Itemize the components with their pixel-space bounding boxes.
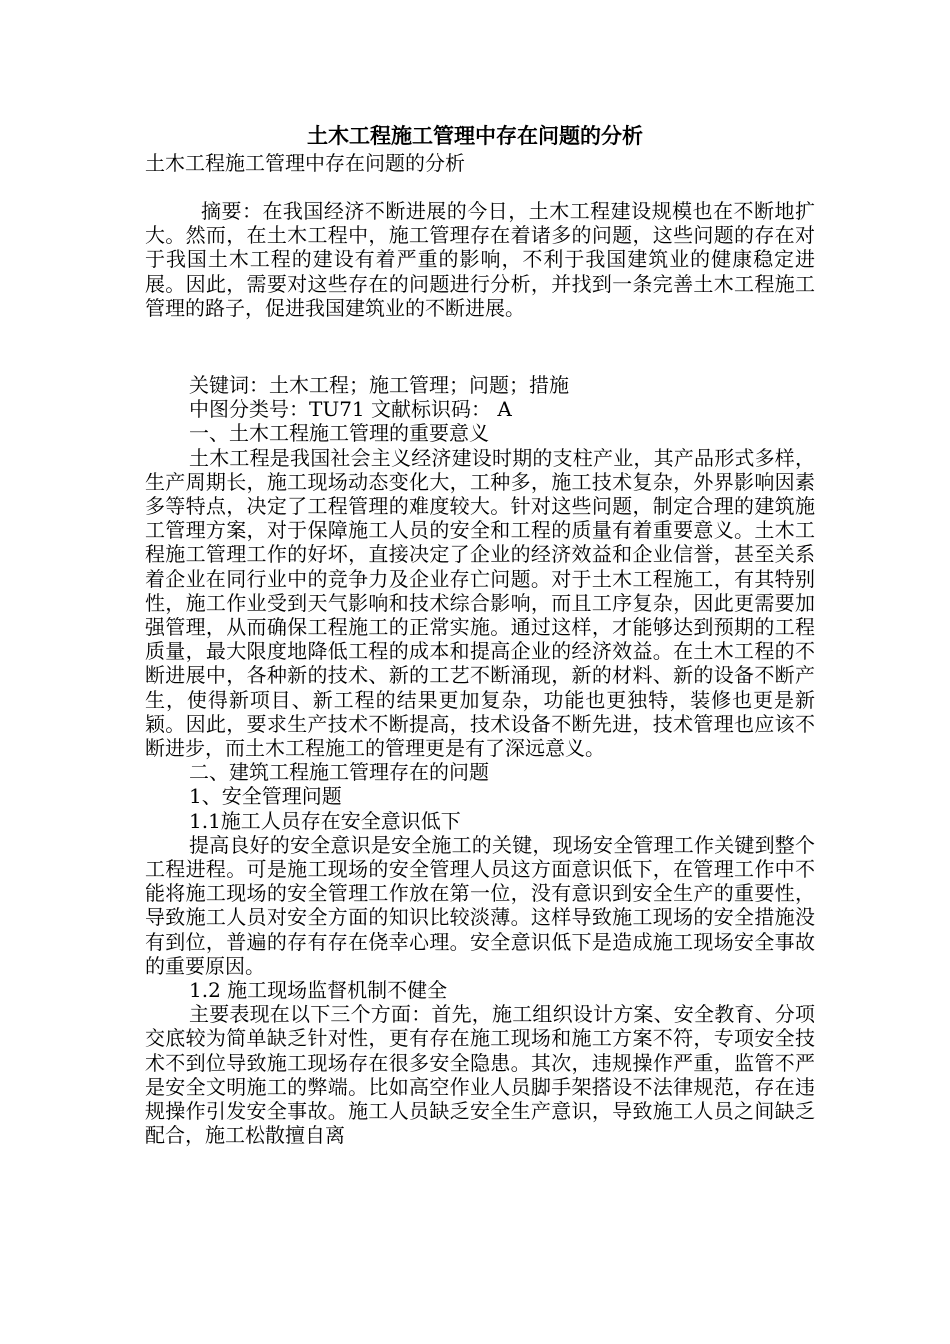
- subsection-heading-1: 1、安全管理问题: [189, 784, 342, 809]
- section-1-paragraph: 土木工程是我国社会主义经济建设时期的支柱产业，其产品形式多样，生产周期长，施工现场动态变化大，工种多，施工技术复杂，外界影响因素多等特点，决定了工程管理的难度较大。针对这些问题，制定合理的建筑施工管理方案，对于保障施工人员的安全和工程的质量有着重要意义。土木工程施工管理工作的好坏，直接决定了企业的经济效益和企业信誉，甚至关系着企业在同行业中的竞争力及企业存亡问题。对于土木工程施工，有其特别性，施工作业受到天气影响和技术综合影响，而且工序复杂，因此更需要加强管理，从而确保工程施工的正常实施。通过这样，才能够达到预期的工程质量，最大限度地降低工程的成本和提高企业的经济效益。在土木工程的不断进展中，各种新的技术、新的工艺不断涌现，新的材料、新的设备不断产生，使得新项目、新工程的结果更加复杂，功能也更独特，装修也更是新颖。因此，要求生产技术不断提高，技术设备不断先进，技术管理也应该不断进步，而土木工程施工的管理更是有了深远意义。: [145, 445, 815, 761]
- classification-line: 中图分类号：TU71 文献标识码： A: [189, 397, 512, 422]
- main-body: [145, 373, 815, 1148]
- subsection-1-2-paragraph: 主要表现在以下三个方面：首先，施工组织设计方案、安全教育、分项交底较为简单缺乏针对性，更有存在施工现场和施工方案不符，专项安全技术不到位导致施工现场存在很多安全隐患。其次，违规操作严重，监管不严是安全文明施工的弊端。比如高空作业人员脚手架搭设不法律规范，存在违规操作引发安全事故。施工人员缺乏安全生产意识，导致施工人员之间缺乏配合，施工松散擅自离: [145, 1002, 815, 1148]
- keywords-line: 关键词：土木工程；施工管理；问题；措施: [189, 373, 569, 397]
- document-subtitle: 土木工程施工管理中存在问题的分析: [145, 151, 465, 175]
- subsection-heading-1-1: 1.1施工人员存在安全意识低下: [189, 808, 461, 833]
- subsection-heading-1-2: 1.2 施工现场监督机制不健全: [189, 978, 448, 1003]
- subsection-1-1-paragraph: 提高良好的安全意识是安全施工的关键，现场安全管理工作关键到整个工程进程。可是施工现场的安全管理人员这方面意识低下，在管理工作中不能将施工现场的安全管理工作放在第一位，没有意识到安全生产的重要性，导致施工人员对安全方面的知识比较淡薄。这样导致施工现场的安全措施没有到位，普遍的存有存在侥幸心理。安全意识低下是造成施工现场安全事故的重要原因。: [145, 832, 815, 978]
- document-title: 土木工程施工管理中存在问题的分析: [307, 124, 643, 148]
- section-heading-1: 一、土木工程施工管理的重要意义: [189, 421, 489, 446]
- abstract-paragraph: 摘要：在我国经济不断进展的今日，土木工程建设规模也在不断地扩大。然而，在土木工程中，施工管理存在着诸多的问题，这些问题的存在对于我国土木工程的建设有着严重的影响，不利于我国建筑业的健康稳定进展。因此，需要对这些存在的问题进行分析，并找到一条完善土木工程施工管理的路子，促进我国建筑业的不断进展。: [145, 199, 815, 320]
- section-heading-2: 二、建筑工程施工管理存在的问题: [189, 760, 489, 785]
